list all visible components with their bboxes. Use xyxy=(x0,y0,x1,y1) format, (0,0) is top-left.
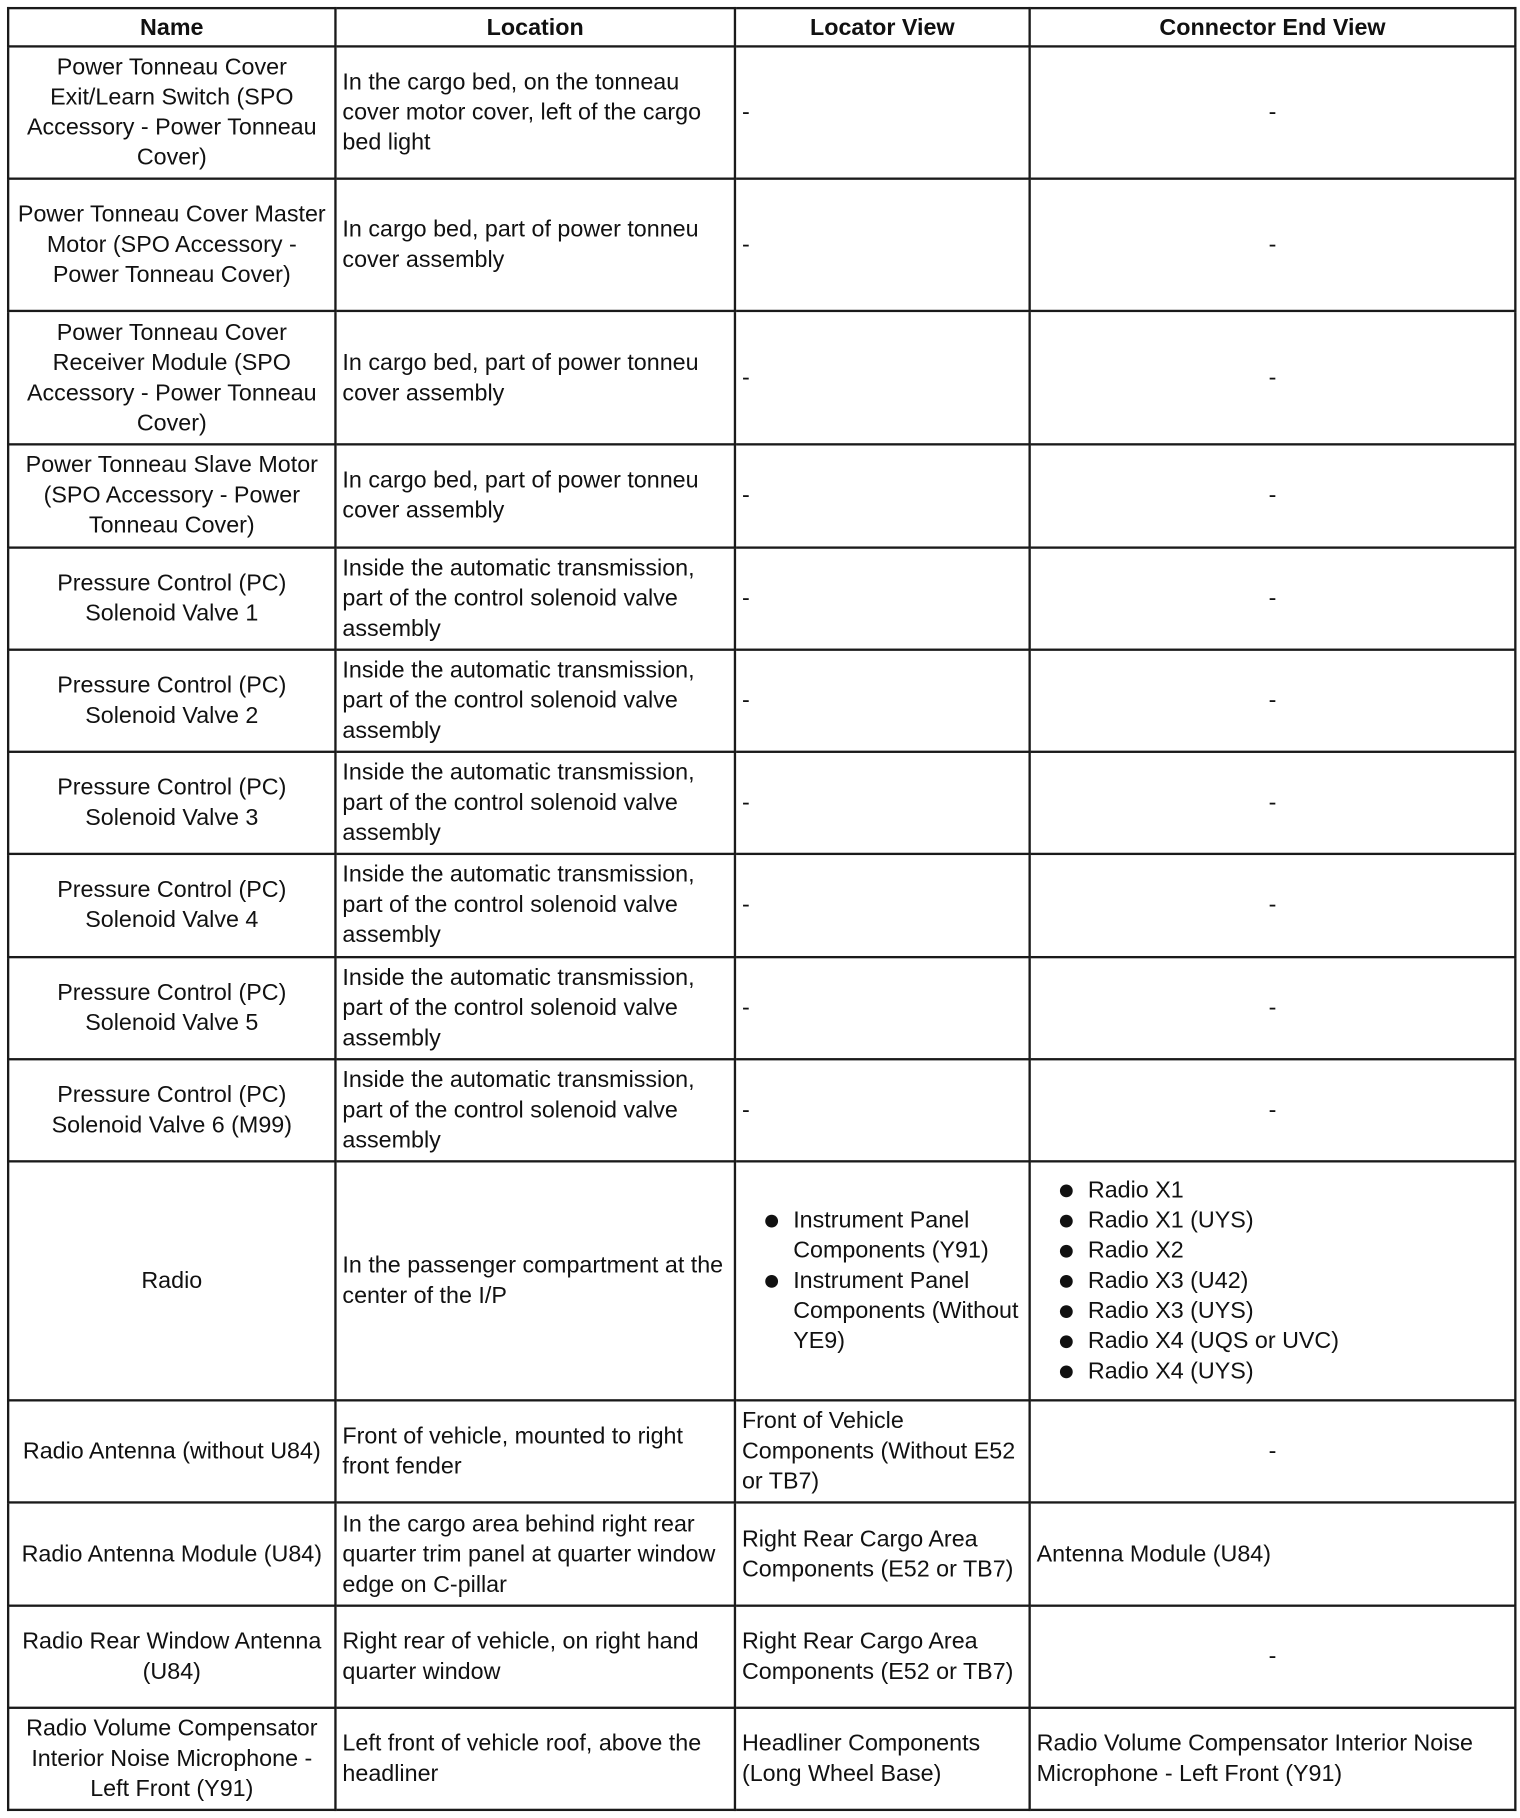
cell-locator-view: Headliner Components (Long Wheel Base) xyxy=(735,1708,1030,1810)
cell-name: Power Tonneau Cover Exit/Learn Switch (SPO Accessory - Power Tonneau Cover) xyxy=(8,46,335,179)
cell-location: In cargo bed, part of power tonneu cover assembly xyxy=(335,311,735,444)
cell-locator-view: Front of Vehicle Components (Without E52 or TB7) xyxy=(735,1401,1030,1503)
cell-connector-end-view: - xyxy=(1030,444,1516,547)
list-item: Radio X3 (U42) xyxy=(1037,1266,1509,1296)
cell-location: In cargo bed, part of power tonneu cover assembly xyxy=(335,444,735,547)
locator-view-list xyxy=(742,1205,1023,1356)
cell-locator-view: Right Rear Cargo Area Components (E52 or TB7) xyxy=(735,1503,1030,1605)
list-item: Radio X4 (UQS or UVC) xyxy=(1037,1326,1509,1356)
table-row-radio xyxy=(8,1161,1515,1400)
cell-connector-end-view xyxy=(1030,1161,1516,1400)
cell-name: Radio Rear Window Antenna (U84) xyxy=(8,1605,335,1707)
cell-locator-view: - xyxy=(735,179,1030,312)
table-row xyxy=(8,547,1515,649)
cell-connector-end-view: - xyxy=(1030,179,1516,312)
component-locator-table xyxy=(7,7,1517,1811)
cell-location: Left front of vehicle roof, above the headliner xyxy=(335,1708,735,1810)
cell-name: Power Tonneau Cover Receiver Module (SPO Accessory - Power Tonneau Cover) xyxy=(8,311,335,444)
cell-locator-view: - xyxy=(735,752,1030,854)
cell-locator-view: - xyxy=(735,1059,1030,1161)
cell-location: In the cargo area behind right rear quarter trim panel at quarter window edge on C-pillar xyxy=(335,1503,735,1605)
list-item: Radio X1 xyxy=(1037,1175,1509,1205)
table-row xyxy=(8,179,1515,312)
cell-location: Right rear of vehicle, on right hand quarter window xyxy=(335,1605,735,1707)
cell-location: Front of vehicle, mounted to right front fender xyxy=(335,1401,735,1503)
header-row xyxy=(8,8,1515,46)
list-item: Instrument Panel Components (Without YE9) xyxy=(742,1266,1023,1356)
header-location: Location xyxy=(335,8,735,46)
cell-connector-end-view: - xyxy=(1030,957,1516,1059)
table-row xyxy=(8,311,1515,444)
table-row xyxy=(8,46,1515,179)
cell-connector-end-view: - xyxy=(1030,1401,1516,1503)
cell-locator-view: - xyxy=(735,650,1030,752)
cell-name: Power Tonneau Cover Master Motor (SPO Accessory - Power Tonneau Cover) xyxy=(8,179,335,312)
cell-locator-view: Right Rear Cargo Area Components (E52 or TB7) xyxy=(735,1605,1030,1707)
header-connector-end-view: Connector End View xyxy=(1030,8,1516,46)
cell-connector-end-view: - xyxy=(1030,854,1516,956)
cell-location: In the passenger compartment at the center of the I/P xyxy=(335,1161,735,1400)
cell-name: Pressure Control (PC) Solenoid Valve 4 xyxy=(8,854,335,956)
cell-connector-end-view: - xyxy=(1030,650,1516,752)
cell-connector-end-view: - xyxy=(1030,46,1516,179)
table-row xyxy=(8,957,1515,1059)
cell-name: Pressure Control (PC) Solenoid Valve 3 xyxy=(8,752,335,854)
cell-locator-view: - xyxy=(735,957,1030,1059)
header-locator-view: Locator View xyxy=(735,8,1030,46)
list-item: Radio X2 xyxy=(1037,1236,1509,1266)
table-row xyxy=(8,1401,1515,1503)
table-row xyxy=(8,1605,1515,1707)
table-row xyxy=(8,650,1515,752)
list-item: Radio X1 (UYS) xyxy=(1037,1205,1509,1235)
cell-locator-view: - xyxy=(735,444,1030,547)
table-row xyxy=(8,1059,1515,1161)
list-item: Radio X4 (UYS) xyxy=(1037,1356,1509,1386)
table-row xyxy=(8,1503,1515,1605)
cell-name: Radio Volume Compensator Interior Noise Microphone - Left Front (Y91) xyxy=(8,1708,335,1810)
cell-location: Inside the automatic transmission, part of the control solenoid valve assembly xyxy=(335,650,735,752)
cell-location: Inside the automatic transmission, part of the control solenoid valve assembly xyxy=(335,752,735,854)
table-row xyxy=(8,752,1515,854)
table-row xyxy=(8,444,1515,547)
cell-location: Inside the automatic transmission, part of the control solenoid valve assembly xyxy=(335,547,735,649)
table-row xyxy=(8,1708,1515,1810)
cell-connector-end-view: Antenna Module (U84) xyxy=(1030,1503,1516,1605)
cell-name: Pressure Control (PC) Solenoid Valve 6 (M99) xyxy=(8,1059,335,1161)
cell-name: Radio Antenna Module (U84) xyxy=(8,1503,335,1605)
list-item: Radio X3 (UYS) xyxy=(1037,1296,1509,1326)
cell-locator-view: - xyxy=(735,854,1030,956)
cell-connector-end-view: - xyxy=(1030,1605,1516,1707)
header-name: Name xyxy=(8,8,335,46)
cell-name: Pressure Control (PC) Solenoid Valve 2 xyxy=(8,650,335,752)
cell-location: Inside the automatic transmission, part of the control solenoid valve assembly xyxy=(335,854,735,956)
cell-connector-end-view: Radio Volume Compensator Interior Noise Microphone - Left Front (Y91) xyxy=(1030,1708,1516,1810)
cell-connector-end-view: - xyxy=(1030,547,1516,649)
cell-location: In cargo bed, part of power tonneu cover assembly xyxy=(335,179,735,312)
cell-locator-view xyxy=(735,1161,1030,1400)
cell-connector-end-view: - xyxy=(1030,311,1516,444)
cell-name: Power Tonneau Slave Motor (SPO Accessory - Power Tonneau Cover) xyxy=(8,444,335,547)
cell-locator-view: - xyxy=(735,46,1030,179)
cell-name: Pressure Control (PC) Solenoid Valve 5 xyxy=(8,957,335,1059)
cell-locator-view: - xyxy=(735,547,1030,649)
cell-name: Pressure Control (PC) Solenoid Valve 1 xyxy=(8,547,335,649)
cell-location: Inside the automatic transmission, part of the control solenoid valve assembly xyxy=(335,1059,735,1161)
cell-location: Inside the automatic transmission, part of the control solenoid valve assembly xyxy=(335,957,735,1059)
list-item: Instrument Panel Components (Y91) xyxy=(742,1205,1023,1265)
cell-connector-end-view: - xyxy=(1030,752,1516,854)
cell-name: Radio Antenna (without U84) xyxy=(8,1401,335,1503)
connector-list xyxy=(1037,1175,1509,1386)
cell-locator-view: - xyxy=(735,311,1030,444)
table-row xyxy=(8,854,1515,956)
cell-name: Radio xyxy=(8,1161,335,1400)
cell-connector-end-view: - xyxy=(1030,1059,1516,1161)
cell-location: In the cargo bed, on the tonneau cover motor cover, left of the cargo bed light xyxy=(335,46,735,179)
